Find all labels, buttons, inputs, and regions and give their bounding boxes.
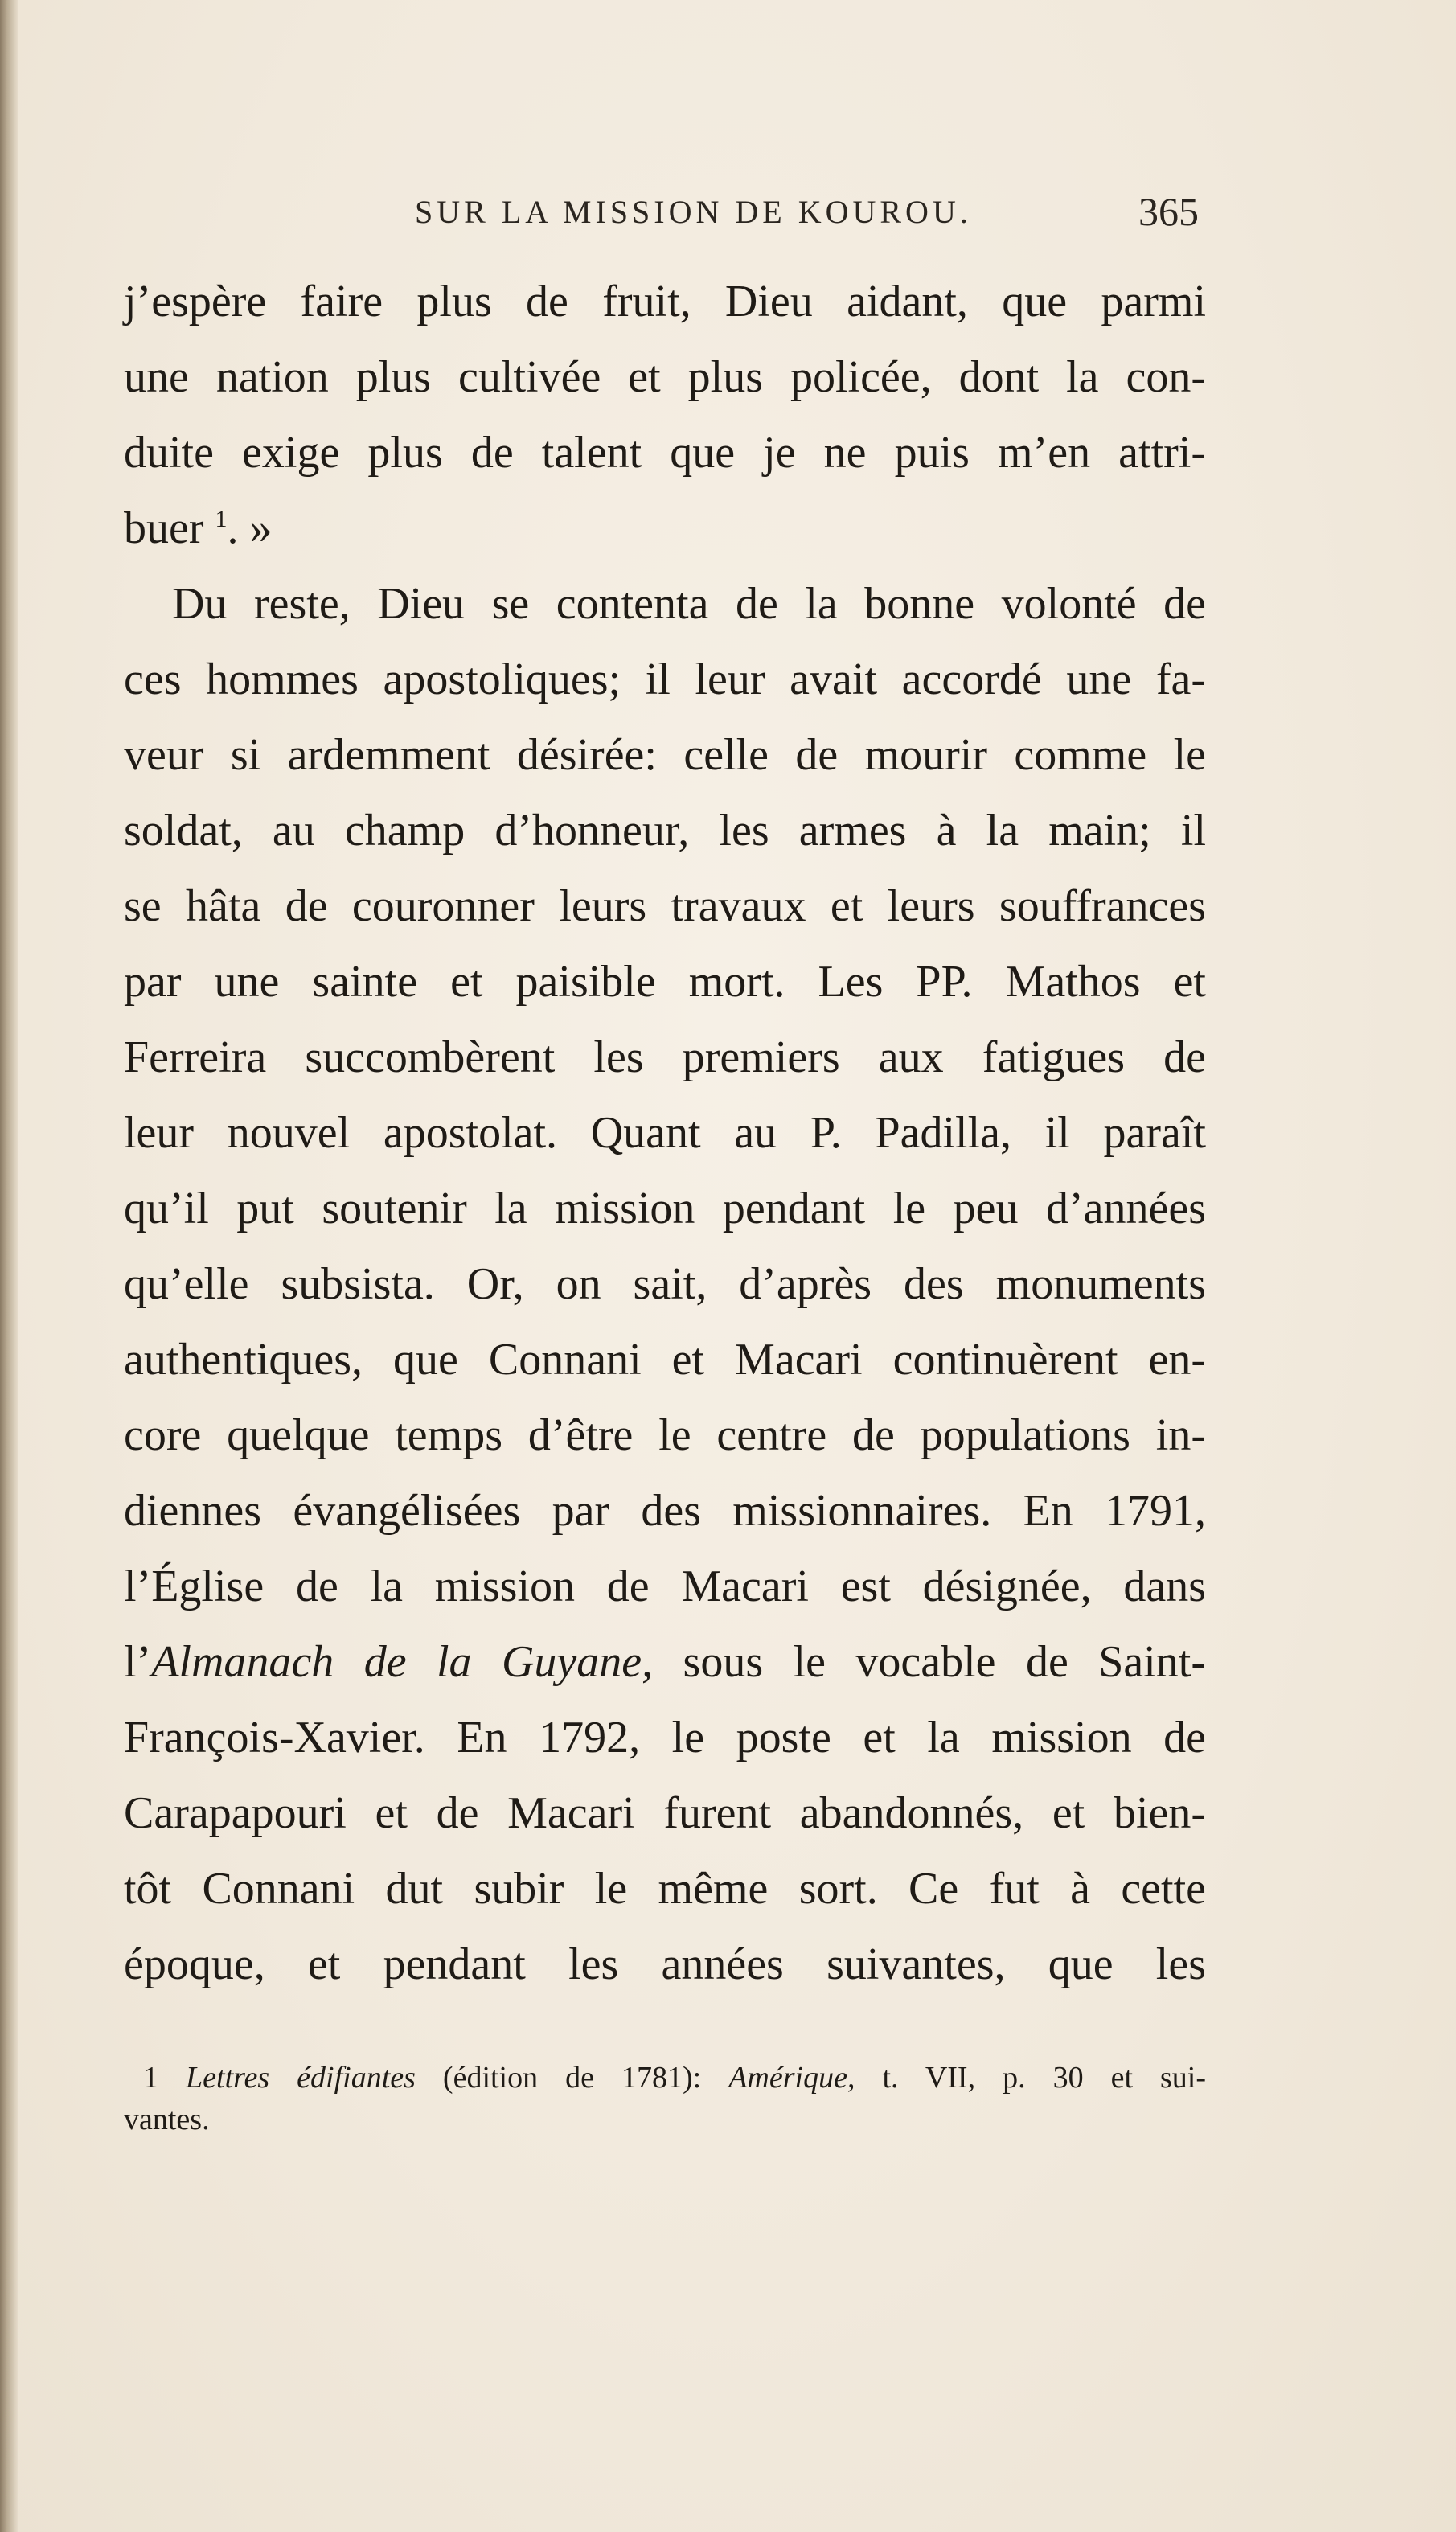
text-line: ces hommes apostoliques; il leur avait accordé une fa-	[124, 655, 1206, 704]
footnote-number: 1	[143, 2061, 158, 2095]
text-line-content: sous le vocable de Saint-	[653, 1637, 1206, 1687]
text-line: duite exige plus de talent que je ne puis m’en attri-	[124, 428, 1206, 478]
text-line: authentiques, que Connani et Macari continuèrent en-	[124, 1335, 1206, 1385]
text-line: par une sainte et paisible mort. Les PP. Mathos et	[124, 957, 1206, 1007]
running-head: SUR LA MISSION DE KOUROU.	[415, 194, 972, 230]
text-line: j’espère faire plus de fruit, Dieu aidant, que parmi	[124, 277, 1206, 326]
text-line: tôt Connani dut subir le même sort. Ce fut à cette	[124, 1864, 1206, 1914]
text-line-content: . »	[227, 503, 273, 553]
text-line-content: l’	[124, 1637, 152, 1687]
footnote-edition: (édition de 1781):	[415, 2061, 729, 2095]
footnote-line	[143, 2057, 1206, 2099]
text-line: soldat, au champ d’honneur, les armes à la main; il	[124, 806, 1206, 856]
text-line: qu’elle subsista. Or, on sait, d’après des monuments	[124, 1259, 1206, 1309]
text-line	[124, 1624, 1206, 1700]
text-line	[124, 490, 1206, 566]
text-line: Carapapouri et de Macari furent abandonnés, et bien-	[124, 1788, 1206, 1838]
body-text	[124, 264, 1206, 2002]
page-number: 365	[1138, 189, 1199, 234]
footnote	[124, 2057, 1207, 2140]
text-line-content: buer	[124, 503, 204, 553]
footnote-section: Amérique,	[728, 2061, 855, 2095]
text-line: Ferreira succombèrent les premiers aux fatigues de	[124, 1032, 1206, 1082]
text-line: veur si ardemment désirée: celle de mourir comme le	[124, 730, 1206, 780]
text-line: une nation plus cultivée et plus policée, dont la con-	[124, 352, 1206, 402]
text-line: se hâta de couronner leurs travaux et leurs souffrances	[124, 881, 1206, 931]
footnote-reference: 1	[215, 506, 228, 532]
footnote-work-title: Lettres édifiantes	[186, 2061, 416, 2095]
footnote-reference-text: t. VII, p. 30 et sui-	[855, 2061, 1207, 2095]
text-line: diennes évangélisées par des missionnaires. En 1791,	[124, 1486, 1206, 1536]
text-line: qu’il put soutenir la mission pendant le peu d’années	[124, 1184, 1206, 1233]
text-line: core quelque temps d’être le centre de populations in-	[124, 1410, 1206, 1460]
text-line: Du reste, Dieu se contenta de la bonne volonté de	[172, 579, 1206, 629]
italic-title: Almanach de la Guyane,	[151, 1637, 654, 1687]
page-binding-edge	[0, 0, 18, 2532]
text-line: François-Xavier. En 1792, le poste et la mission de	[124, 1713, 1206, 1763]
text-line: époque, et pendant les années suivantes, que les	[124, 1939, 1206, 1989]
footnote-line: vantes.	[124, 2103, 210, 2136]
text-line: leur nouvel apostolat. Quant au P. Padilla, il paraît	[124, 1108, 1206, 1158]
text-line: l’Église de la mission de Macari est désignée, dans	[124, 1561, 1206, 1611]
